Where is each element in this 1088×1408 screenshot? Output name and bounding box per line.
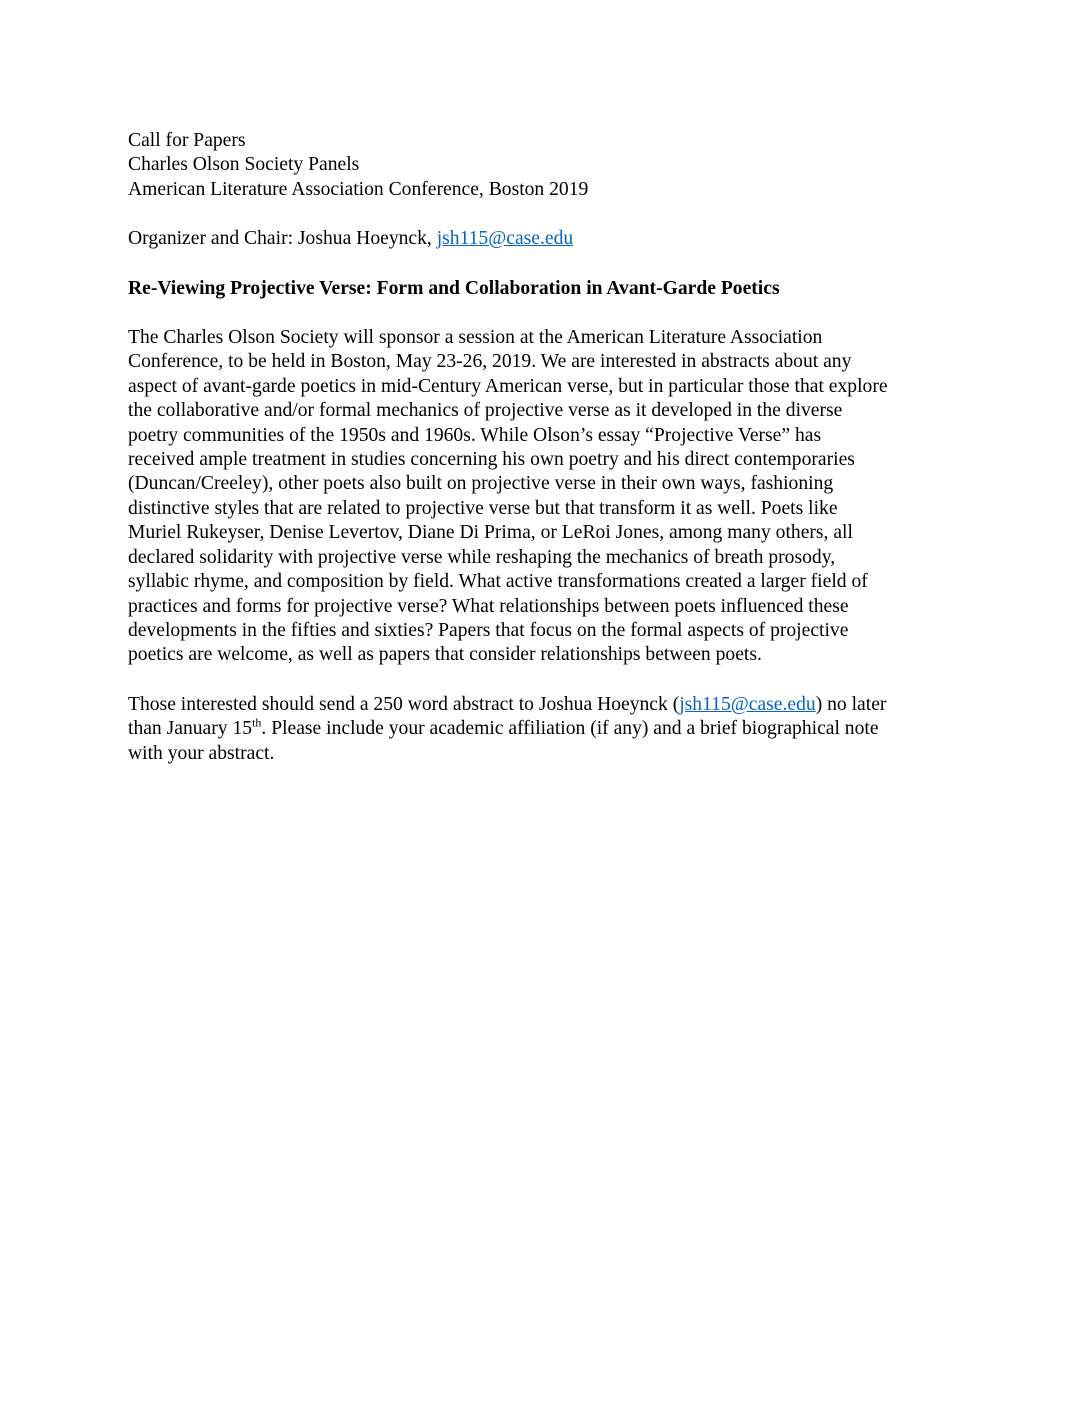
submission-line-2: than January 15th. Please include your academic affiliation (if any) and a brief biographical note: [128, 715, 879, 740]
document-page: [128, 129, 968, 766]
paragraph-line: received ample treatment in studies concerning his own poetry and his direct contemporaries: [128, 449, 855, 471]
submission-paragraph: [128, 693, 968, 766]
description-paragraph: [128, 326, 968, 668]
organizer-line: [128, 227, 968, 251]
header-line-society-panels: Charles Olson Society Panels: [128, 154, 360, 176]
organizer-label: Organizer and Chair: Joshua Hoeynck,: [128, 228, 437, 250]
submission-line-1: Those interested should send a 250 word abstract to Joshua Hoeynck (jsh115@case.edu) no later: [128, 693, 887, 715]
submission-line-3: with your abstract.: [128, 742, 275, 764]
paragraph-line: practices and forms for projective verse? What relationships between poets influenced these: [128, 595, 849, 617]
session-title: Re-Viewing Projective Verse: Form and Collaboration in Avant-Garde Poetics: [128, 277, 780, 299]
header-line-conference: American Literature Association Conference, Boston 2019: [128, 178, 589, 200]
paragraph-line: Muriel Rukeyser, Denise Levertov, Diane Di Prima, or LeRoi Jones, among many others, all: [128, 522, 853, 544]
submission-email-link[interactable]: jsh115@case.edu: [679, 693, 816, 715]
paragraph-line: Conference, to be held in Boston, May 23-26, 2019. We are interested in abstracts about any: [128, 351, 852, 373]
paragraph-line: poetry communities of the 1950s and 1960s. While Olson’s essay “Projective Verse” has: [128, 424, 822, 446]
paragraph-line: The Charles Olson Society will sponsor a session at the American Literature Association: [128, 327, 823, 349]
ordinal-superscript: th: [252, 715, 262, 730]
paragraph-line: (Duncan/Creeley), other poets also built on projective verse in their own ways, fashioning: [128, 473, 834, 495]
paragraph-line: developments in the fifties and sixties? Papers that focus on the formal aspects of projective: [128, 619, 849, 641]
paragraph-line: distinctive styles that are related to projective verse but that transform it as well. Poets like: [128, 497, 838, 519]
organizer-email-link[interactable]: jsh115@case.edu: [436, 228, 574, 250]
paragraph-line: syllabic rhyme, and composition by field. What active transformations created a larger field of: [128, 571, 868, 593]
paragraph-line: the collaborative and/or formal mechanics of projective verse as it developed in the diverse: [128, 400, 843, 422]
header-block: [128, 129, 968, 202]
paragraph-line: aspect of avant-garde poetics in mid-Century American verse, but in particular those that explore: [128, 375, 888, 397]
header-line-call-for-papers: Call for Papers: [128, 130, 246, 151]
paragraph-line: declared solidarity with projective verse while reshaping the mechanics of breath prosody,: [128, 546, 836, 568]
paragraph-line: poetics are welcome, as well as papers that consider relationships between poets.: [128, 644, 762, 666]
